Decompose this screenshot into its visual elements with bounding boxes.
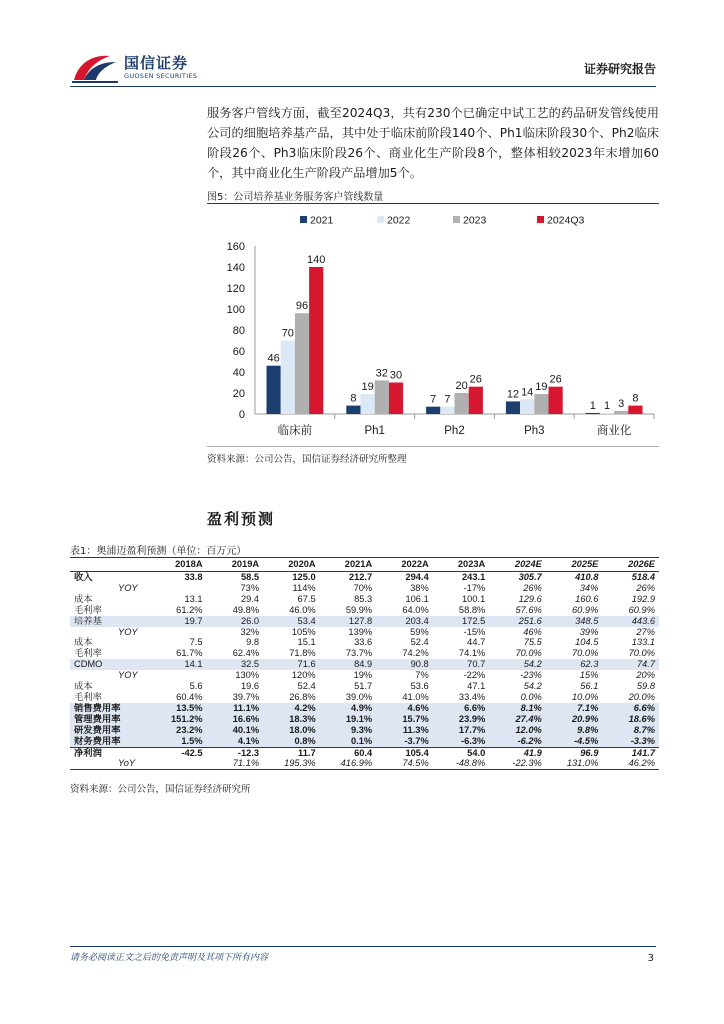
table-cell: 71.8% (289, 648, 316, 659)
table-row (70, 703, 659, 714)
table-cell: 114% (292, 582, 316, 593)
table-cell: 53.4 (263, 616, 320, 627)
figure-source: 资料来源：公司公告，国信证券经济研究所整理 (207, 454, 407, 465)
table-cell: 73% (240, 582, 260, 593)
table-row (70, 583, 659, 594)
table-cell: 70.0% (628, 648, 655, 659)
y-tick-label: 20 (232, 388, 245, 400)
logo-chinese-name: 国信证券 (124, 54, 189, 72)
legend-swatch (537, 216, 544, 223)
table-cell: 27.4% (489, 714, 546, 725)
data-label: 70 (281, 327, 294, 340)
table-cell: 203.4 (376, 616, 433, 627)
bar (346, 406, 360, 414)
y-tick-label: 60 (232, 346, 245, 358)
table-cell: 139% (348, 626, 373, 637)
row-label: 成本 (74, 593, 93, 604)
table-cell: 17.7% (433, 725, 490, 736)
table-cell: 26.0 (207, 616, 264, 627)
table-cell: 5.6 (189, 681, 203, 692)
table-cell: 60.9% (572, 604, 599, 615)
table-cell: 0.0% (520, 691, 542, 702)
row-label: CDMO (70, 659, 150, 670)
y-tick-label: 40 (232, 367, 245, 379)
table-header-cell: 2019A (231, 559, 260, 569)
bar (281, 341, 295, 415)
table-header-cell: 2021A (344, 559, 373, 569)
table-cell: 16.6% (207, 714, 264, 725)
table-cell: -22% (463, 670, 486, 681)
table-cell: 41.9 (523, 747, 542, 758)
table-cell: 70.7 (433, 659, 490, 670)
bar (520, 399, 534, 414)
table-cell: -6.2% (489, 736, 546, 747)
y-tick-label: 160 (226, 241, 245, 253)
row-label: 毛利率 (74, 648, 102, 659)
data-label: 19 (361, 381, 374, 394)
table-cell: 32.5 (207, 659, 264, 670)
table-cell: 8.1% (489, 703, 546, 714)
chart-canvas (207, 206, 659, 446)
table-cell: 85.3 (354, 593, 373, 604)
table-cell: 75.5 (523, 637, 542, 648)
table-row (70, 572, 659, 583)
bar (426, 407, 440, 414)
table-row (70, 758, 659, 769)
report-type-label: 证券研究报告 (583, 62, 656, 76)
table-cell: 71.6 (263, 659, 320, 670)
table-row (70, 627, 659, 638)
table-cell: 51.7 (354, 681, 373, 692)
data-label: 20 (455, 380, 468, 392)
figure-title-divider (207, 203, 659, 204)
x-category-label: Ph1 (364, 425, 385, 437)
y-tick-label: 120 (226, 283, 245, 295)
table-cell: -4.5% (546, 736, 603, 747)
table-cell: 129.6 (518, 593, 542, 604)
row-label: 收入 (74, 572, 93, 582)
table-cell: 74.2% (402, 648, 429, 659)
table-cell: 20.9% (546, 714, 603, 725)
earnings-forecast-table (70, 557, 659, 770)
table-cell: 4.9% (320, 703, 377, 714)
table-cell: 130% (235, 670, 260, 681)
table-cell: 243.1 (462, 572, 486, 582)
data-label: 26 (469, 373, 482, 386)
table-cell: -17% (463, 582, 486, 593)
header-divider (70, 86, 656, 87)
y-tick-label: 80 (232, 325, 245, 337)
table-cell: 23.9% (433, 714, 490, 725)
table-row (70, 659, 659, 670)
table-cell: 96.9 (580, 747, 599, 758)
data-label: 30 (389, 369, 403, 382)
table-cell: 11.7 (298, 747, 316, 758)
table-cell (150, 758, 207, 769)
data-label: 12 (506, 388, 520, 401)
row-label: 财务费用率 (70, 736, 150, 747)
y-tick-label: 0 (238, 409, 245, 421)
table-cell: 46.2% (628, 758, 655, 769)
data-label: 3 (618, 397, 625, 410)
table-cell: 33.8 (184, 572, 203, 582)
data-label: 140 (307, 254, 326, 266)
table-cell: 58.8% (458, 604, 486, 615)
legend-swatch (300, 216, 307, 223)
table-cell: -23% (520, 670, 542, 681)
table-row (70, 736, 659, 747)
table-cell: 416.9% (340, 758, 373, 769)
bar (375, 380, 389, 414)
table-row (70, 616, 659, 627)
bar (534, 394, 548, 414)
table-title: 表1：奥浦迈盈利预测（单位：百万元） (70, 546, 247, 557)
row-label: 研发费用率 (70, 725, 150, 736)
table-cell: 62.4% (232, 648, 260, 659)
table-cell: 160.6 (575, 593, 599, 604)
bar (614, 411, 628, 414)
table-cell: 39% (579, 626, 599, 637)
table-cell: 26% (523, 582, 542, 593)
table-header-cell: 2022A (401, 559, 429, 569)
table-cell: 67.5 (297, 593, 316, 604)
row-label: 毛利率 (74, 691, 102, 702)
table-cell: 120% (291, 670, 316, 681)
table-cell: 56.1 (580, 681, 599, 692)
table-cell: 74.1% (458, 648, 486, 659)
table-cell: 53.6 (410, 681, 429, 692)
table-cell: -42.5 (181, 747, 203, 758)
table-cell: 70% (353, 582, 373, 593)
row-label: 销售费用率 (70, 703, 150, 714)
table-cell: 57.6% (515, 604, 542, 615)
table-cell: 15.1 (297, 637, 316, 648)
bar (309, 267, 323, 414)
table-cell: 74.5% (402, 758, 429, 769)
table-cell: -12.3 (237, 747, 260, 758)
table-cell: 127.8 (320, 616, 377, 627)
x-category-label: Ph2 (444, 425, 465, 437)
legend-swatch (453, 216, 460, 223)
table-cell: 39.0% (345, 691, 373, 702)
table-cell: 60.4 (354, 747, 373, 758)
table-header-cell: 2018A (175, 559, 203, 569)
table-cell: 212.7 (348, 572, 373, 582)
table-cell: 348.5 (546, 616, 603, 627)
table-cell: 64.0% (402, 604, 429, 615)
table-row (70, 725, 659, 736)
table-cell: 19.6 (240, 681, 260, 692)
table-cell: 40.1% (207, 725, 264, 736)
bar (586, 413, 600, 414)
table-cell: -3.3% (602, 736, 659, 747)
table-cell: 84.9 (320, 659, 377, 670)
table-cell: 19.7 (150, 616, 207, 627)
table-cell: 192.9 (631, 593, 655, 604)
table-cell: 141.7 (631, 747, 655, 758)
data-label: 26 (549, 373, 562, 386)
table-cell: 251.6 (489, 616, 546, 627)
table-cell: 105.4 (405, 747, 429, 758)
row-label: YOY (118, 626, 138, 637)
table-row (70, 605, 659, 616)
table-row (70, 648, 659, 659)
bar (455, 393, 469, 414)
data-label: 1 (589, 399, 596, 412)
table-source: 资料来源：公司公告，国信证券经济研究所 (70, 784, 251, 795)
table-cell: 26% (636, 582, 655, 593)
bar (389, 383, 403, 415)
table-cell: 47.1 (467, 681, 486, 692)
table-cell: 8.7% (602, 725, 659, 736)
table-cell: 58.5 (240, 572, 260, 582)
table-cell: 172.5 (433, 616, 490, 627)
table-cell: 106.1 (405, 593, 429, 604)
data-label: 7 (444, 393, 451, 406)
table-cell: 61.2% (176, 604, 203, 615)
page-header (70, 46, 656, 86)
table-header-row (70, 558, 659, 572)
logo-english-name: GUOSEN SECURITIES (124, 72, 198, 80)
table-cell: 59.8 (636, 681, 655, 692)
legend-label: 2021 (310, 214, 334, 227)
row-label: YOY (118, 670, 138, 681)
table-cell: 34% (579, 582, 599, 593)
figure-title: 图5：公司培养基业务服务客户管线数量 (207, 192, 384, 203)
table-cell: 41.0% (402, 691, 429, 702)
table-cell: -6.3% (433, 736, 490, 747)
legend-label: 2023 (463, 214, 487, 227)
table-cell: 4.1% (207, 736, 264, 747)
data-label: 32 (375, 367, 388, 380)
legend-swatch (377, 216, 384, 223)
row-label: YoY (118, 758, 136, 769)
table-cell: 18.3% (263, 714, 320, 725)
bar (506, 401, 520, 414)
table-cell: 105% (291, 626, 316, 637)
table-row (70, 714, 659, 725)
x-category-label: 商业化 (596, 425, 632, 437)
row-label: 成本 (74, 637, 93, 648)
table-cell (150, 627, 207, 638)
table-cell: -15% (463, 626, 486, 637)
table-header-cell: 2025E (571, 559, 599, 569)
row-label: 毛利率 (74, 604, 102, 615)
table-cell (150, 670, 207, 681)
table-cell: -22.3% (512, 758, 542, 769)
table-header-cell: 2024E (514, 559, 542, 569)
legend-label: 2022 (387, 214, 411, 227)
table-cell: 15.7% (376, 714, 433, 725)
table-cell: 443.6 (602, 616, 659, 627)
legend-label: 2024Q3 (547, 214, 585, 227)
table-cell: 9.3% (320, 725, 377, 736)
table-cell: 60.4% (176, 691, 203, 702)
table-cell: 46.0% (289, 604, 316, 615)
table-cell: 52.4 (297, 681, 316, 692)
forecast-table-container (70, 557, 659, 770)
table-cell: 38% (410, 582, 429, 593)
table-cell: -3.7% (376, 736, 433, 747)
table-row (70, 637, 659, 648)
table-header-cell: 2026E (628, 559, 655, 569)
table-cell (150, 583, 207, 594)
table-cell: 60.9% (628, 604, 655, 615)
data-label: 19 (535, 381, 548, 394)
table-cell: 54.2 (523, 681, 542, 692)
table-cell: 18.6% (602, 714, 659, 725)
table-cell: 20% (636, 670, 655, 681)
table-cell: 14.1 (150, 659, 207, 670)
table-cell: 4.6% (376, 703, 433, 714)
page-number: 3 (647, 953, 654, 964)
table-cell: 74.7 (602, 659, 659, 670)
table-row (70, 670, 659, 681)
table-cell: 70.0% (572, 648, 599, 659)
table-cell: 11.1% (207, 703, 264, 714)
x-category-label: Ph3 (524, 425, 545, 437)
table-cell: 20.0% (628, 691, 655, 702)
data-label: 8 (632, 392, 639, 405)
bar (600, 413, 614, 414)
bar (267, 366, 281, 414)
table-cell: 26.8% (289, 691, 316, 702)
bar (440, 407, 454, 414)
table-cell: 6.6% (602, 703, 659, 714)
table-body (70, 572, 659, 770)
table-cell: 6.6% (433, 703, 490, 714)
table-cell: 62.3 (546, 659, 603, 670)
table-header (70, 558, 659, 572)
y-tick-label: 100 (226, 304, 245, 316)
table-cell: 0.8% (263, 736, 320, 747)
table-cell: 13.5% (150, 703, 207, 714)
table-cell: 125.0 (292, 572, 316, 582)
table-cell: 100.1 (462, 593, 486, 604)
table-cell: 18.0% (263, 725, 320, 736)
bar (549, 387, 563, 414)
data-label: 7 (430, 393, 437, 406)
table-cell: 27% (636, 626, 655, 637)
table-cell: 33.6 (354, 637, 373, 648)
table-row (70, 692, 659, 703)
table-cell: 305.7 (518, 572, 542, 582)
x-category-label: 临床前 (277, 425, 313, 437)
table-cell: 10.0% (572, 691, 599, 702)
bar (469, 387, 483, 414)
table-cell: 15% (579, 670, 599, 681)
section-title: 盈利预测 (207, 510, 276, 528)
table-cell: 59% (410, 626, 429, 637)
table-cell: 70.0% (515, 648, 542, 659)
data-label: 1 (603, 399, 611, 412)
row-label: YOY (118, 582, 138, 593)
data-label: 96 (295, 300, 309, 313)
bar (361, 394, 375, 414)
table-cell: 151.2% (150, 714, 207, 725)
table-cell: 0.1% (320, 736, 377, 747)
data-label: 8 (350, 392, 357, 405)
table-cell: 7.5 (189, 637, 203, 648)
table-header-cell (70, 558, 150, 572)
table-row (70, 747, 659, 758)
table-cell: 39.7% (232, 691, 260, 702)
intro-paragraph: 服务客户管线方面，截至2024Q3，共有230个已确定中试工艺的药品研发管线使用公司的细胞培养基产品，其中处于临床前阶段140个、Ph1临床阶段30个、Ph2临床阶段26个、Ph3临床阶段26个、商业化生产阶段8个，整体相较2023年末增加60个，其中商业化生产阶段产品增加5个。 (207, 106, 659, 180)
table-cell: 195.3% (284, 758, 316, 769)
table-cell: 104.5 (575, 637, 599, 648)
table-cell: 33.4% (458, 691, 486, 702)
table-cell: 19% (353, 670, 373, 681)
y-tick-label: 140 (226, 262, 245, 274)
table-cell: 19.1% (320, 714, 377, 725)
table-cell: 44.7 (467, 637, 486, 648)
table-cell: 133.1 (631, 637, 655, 648)
table-header-cell: 2020A (288, 559, 316, 569)
guosen-logo-icon (70, 50, 120, 84)
row-label: 管理费用率 (70, 714, 150, 725)
table-cell: 1.5% (150, 736, 207, 747)
table-cell: 7.1% (546, 703, 603, 714)
data-label: 14 (521, 386, 534, 399)
table-cell: 294.4 (405, 572, 429, 582)
table-cell: 59.9% (345, 604, 373, 615)
row-label: 成本 (74, 681, 93, 692)
table-cell: 410.8 (575, 572, 599, 582)
row-label: 培养基 (70, 616, 150, 627)
table-cell: 12.0% (489, 725, 546, 736)
table-cell: -48.8% (455, 758, 486, 769)
table-cell: 7% (415, 670, 429, 681)
bar (295, 313, 309, 414)
table-cell: 4.2% (263, 703, 320, 714)
table-cell: 73.7% (345, 648, 373, 659)
table-cell: 23.2% (150, 725, 207, 736)
table-cell: 9.8% (546, 725, 603, 736)
footer-disclaimer: 请务必阅读正文之后的免责声明及其项下所有内容 (70, 953, 269, 963)
table-row (70, 594, 659, 605)
footer-divider (70, 946, 656, 947)
bar (628, 406, 642, 414)
table-header-cell: 2023A (457, 559, 486, 569)
table-cell: 49.8% (232, 604, 260, 615)
table-cell: 52.4 (410, 637, 429, 648)
table-cell: 32% (240, 626, 260, 637)
table-cell: 61.7% (176, 648, 203, 659)
row-label: 净利润 (74, 747, 102, 758)
table-cell: 131.0% (566, 758, 599, 769)
table-cell: 71.1% (232, 758, 260, 769)
table-cell: 9.8 (246, 637, 260, 648)
company-logo (70, 50, 210, 84)
table-cell: 90.8 (376, 659, 433, 670)
table-cell: 29.4 (240, 593, 260, 604)
table-cell: 54.2 (489, 659, 546, 670)
table-cell: 46% (523, 626, 542, 637)
figure-bottom-divider (207, 446, 659, 447)
table-cell: 13.1 (184, 593, 203, 604)
table-cell: 518.4 (631, 572, 655, 582)
table-cell: 54.0 (467, 747, 486, 758)
table-row (70, 681, 659, 692)
pipeline-bar-chart (207, 206, 659, 446)
data-label: 46 (267, 352, 280, 365)
table-cell: 11.3% (376, 725, 433, 736)
